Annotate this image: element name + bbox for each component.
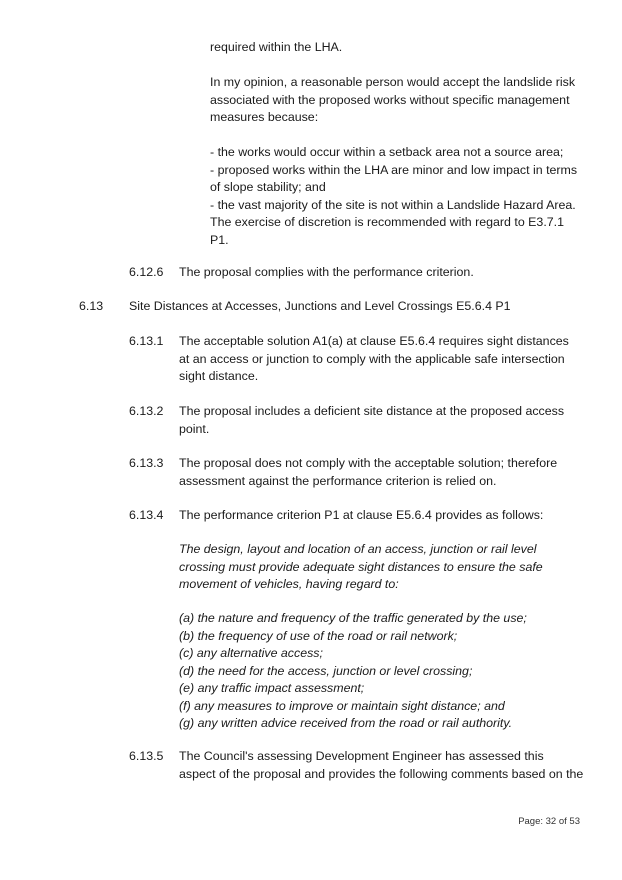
criterion-item: (c) any alternative access; — [179, 646, 323, 660]
continuation-line: required within the LHA. — [210, 40, 343, 54]
reason-item: - proposed works within the LHA are minor and low impact in terms — [210, 162, 578, 177]
para-text: The proposal complies with the performance criterion. — [179, 265, 474, 279]
para-number: 6.13.5 — [129, 749, 164, 763]
para-text: The proposal does not comply with the acceptable solution; therefore assessment against the performance criterion is relied on. — [179, 456, 558, 488]
para-text: The acceptable solution A1(a) at clause E5.6.4 requires sight distances at an access or junction to comply with the applicable safe intersection sight distance. — [179, 334, 569, 383]
reason-item: - the vast majority of the site is not within a Landslide Hazard Area. — [210, 197, 576, 212]
para-number: 6.13.3 — [129, 456, 164, 470]
criterion-item: (a) the nature and frequency of the traffic generated by the use; — [179, 611, 527, 625]
quoted-criterion: The design, layout and location of an access, junction or rail level crossing must provide adequate sight distances to ensure the safe movement of vehicles, having regard to: — [179, 542, 543, 591]
criterion-item: (b) the frequency of use of the road or rail network; — [179, 628, 458, 643]
para-number: 6.13.2 — [129, 404, 164, 418]
reason-item: - the works would occur within a setback area not a source area; — [210, 145, 564, 159]
para-number: 6.13.1 — [129, 334, 164, 348]
criterion-item: (d) the need for the access, junction or level crossing; — [179, 663, 473, 678]
para-number: 6.13.4 — [129, 508, 164, 522]
para-text: The performance criterion P1 at clause E5.6.4 provides as follows: — [179, 508, 544, 522]
para-number: 6.12.6 — [129, 265, 164, 279]
section-title: Site Distances at Accesses, Junctions and Level Crossings E5.6.4 P1 — [129, 299, 511, 313]
opinion-paragraph: In my opinion, a reasonable person would accept the landslide risk associated with the proposed works without specific management measures because: — [210, 75, 576, 124]
page-number: Page: 32 of 53 — [518, 816, 580, 827]
para-text: The proposal includes a deficient site distance at the proposed access point. — [179, 404, 565, 436]
reasons-list: - the works would occur within a setback area not a source area; - proposed works within the LHA are minor and low impact in terms of slope stability; and - the vast majority of the site is not within a Landslide Hazard Area. The exercise of discretion is recommended with regard to E3.7.1 P1. — [210, 144, 582, 249]
criterion-item: (f) any measures to improve or maintain sight distance; and — [179, 698, 505, 713]
section-number: 6.13 — [79, 299, 104, 313]
criterion-item: (e) any traffic impact assessment; — [179, 681, 365, 695]
criterion-list — [179, 610, 584, 733]
criterion-item: (g) any written advice received from the road or rail authority. — [179, 716, 513, 730]
para-text: The Council's assessing Development Engineer has assessed this aspect of the proposal and provides the following comments based on the — [179, 749, 584, 781]
